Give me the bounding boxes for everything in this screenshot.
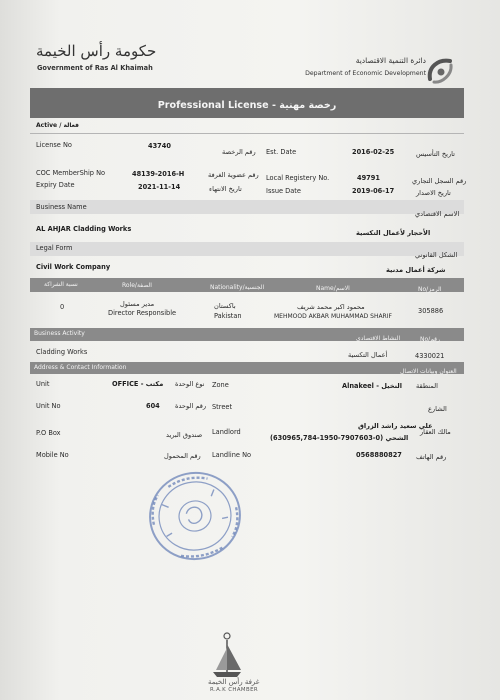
- col-role: Role/الصفة: [122, 282, 152, 289]
- unit-no-label-ar: رقم الوحدة: [175, 402, 207, 410]
- license-no-label-ar: رقم الرخصة: [222, 148, 256, 156]
- col-nationality: Nationality/الجنسية: [210, 284, 265, 291]
- coc-value: 48139-2016-H: [132, 170, 185, 178]
- chamber-name: R.A.K CHAMBER: [210, 687, 259, 693]
- legal-form-label-ar: الشكل القانوني: [415, 251, 458, 259]
- partner-role-ar: مدير مسئول: [120, 300, 155, 308]
- mobile-label-ar: رقم المحمول: [164, 452, 201, 460]
- local-registry-value: 49791: [357, 174, 380, 182]
- license-title-arabic: رخصة مهنية: [279, 100, 337, 111]
- ded-name: Department of Economic Development: [305, 70, 426, 77]
- zone-label: Zone: [212, 381, 229, 389]
- coc-label: COC MemberShip No: [36, 169, 106, 177]
- coc-label-ar: رقم عضوية الغرفة: [208, 171, 259, 179]
- business-name-label-ar: الاسم الاقتصادي: [415, 210, 460, 218]
- zone-value: Alnakeel - النخيل: [342, 382, 403, 390]
- partner-nationality-ar: باكستان: [214, 302, 236, 310]
- est-date-value: 2016-02-25: [352, 148, 395, 156]
- license-no-label: License No: [36, 141, 72, 149]
- activity-value-ar: أعمال التكسية: [348, 351, 388, 359]
- status-label: [36, 122, 79, 129]
- local-registry-label-ar: رقم السجل التجاري: [412, 177, 467, 185]
- unit-label-ar: نوع الوحدة: [175, 380, 205, 388]
- expiry-label-ar: تاريخ الانتهاء: [209, 185, 242, 193]
- business-name-value: AL AHJAR Cladding Works: [36, 225, 132, 233]
- legal-form-value-ar: شركة أعمال مدنية: [386, 266, 446, 274]
- unit-no-label: Unit No: [36, 402, 61, 410]
- partner-nationality: Pakistan: [214, 312, 242, 320]
- local-registry-label: Local Registery No.: [266, 174, 330, 182]
- landlord-label: Landlord: [212, 428, 241, 436]
- po-box-label-ar: صندوق البريد: [166, 431, 203, 439]
- landline-label-ar: رقم الهاتف: [416, 453, 447, 461]
- license-title: [30, 100, 464, 111]
- partner-share: 0: [60, 303, 65, 311]
- activity-code-label: No/رقم: [420, 336, 440, 343]
- activity-value: Cladding Works: [36, 348, 88, 356]
- col-share: نسبة الشراكة: [44, 281, 78, 288]
- est-date-label: Est. Date: [266, 148, 297, 156]
- license-no-value: 43740: [148, 142, 171, 150]
- activity-label: Business Activity: [34, 330, 85, 337]
- landlord-label-ar: مالك العقار: [420, 428, 451, 436]
- issue-date-label: Issue Date: [266, 187, 301, 195]
- partner-role: Director Responsible: [108, 309, 177, 317]
- legal-form-label: Legal Form: [36, 244, 73, 252]
- chamber-name-arabic: غرفة رأس الخيمة: [208, 678, 260, 686]
- street-label-ar: الشارع: [428, 405, 447, 413]
- unit-value: OFFICE - مكتب: [112, 380, 164, 388]
- col-name: Name/الاسم: [316, 285, 350, 292]
- activity-label-ar: النشاط الاقتصادي: [356, 335, 401, 342]
- issue-date-label-ar: تاريخ الاصدار: [416, 189, 451, 197]
- address-band-label: Address & Contact Information: [34, 364, 127, 371]
- address-band-label-ar: العنوان وبيانات الاتصال: [400, 368, 457, 375]
- government-logo-arabic: حكومة رأس الخيمة: [36, 42, 157, 60]
- partner-name-ar: محمود اكبر محمد شريف: [297, 303, 365, 311]
- est-date-label-ar: تاريخ التأسيس: [416, 150, 455, 158]
- activity-code: 4330021: [415, 352, 445, 360]
- expiry-label: Expiry Date: [36, 181, 75, 189]
- legal-form-band: [30, 242, 464, 256]
- government-name: Government of Ras Al Khaimah: [37, 64, 153, 72]
- unit-no-value: 604: [146, 402, 160, 410]
- divider: [30, 133, 464, 134]
- col-no: No/الرمز: [418, 286, 442, 293]
- po-box-label: P.O Box: [36, 429, 61, 437]
- landline-label: Landline No: [212, 451, 252, 459]
- landline-value: 0568880827: [356, 451, 402, 459]
- legal-form-value: Civil Work Company: [36, 263, 111, 271]
- zone-label-ar: المنطقة: [416, 382, 438, 390]
- partner-name: MEHMOOD AKBAR MUHAMMAD SHARIF: [274, 313, 392, 320]
- business-name-label: Business Name: [36, 203, 87, 211]
- issue-date-value: 2019-06-17: [352, 187, 395, 195]
- unit-label: Unit: [36, 380, 50, 388]
- ded-name-arabic: دائرة التنمية الاقتصادية: [355, 56, 426, 65]
- rak-chamber-logo-icon: [207, 632, 247, 678]
- partner-no: 305886: [418, 307, 444, 315]
- mobile-label: Mobile No: [36, 451, 69, 459]
- street-label: Street: [212, 403, 233, 411]
- status-arabic: فعالة: [63, 122, 79, 129]
- business-name-band: [30, 200, 464, 214]
- status-english: Active /: [36, 122, 62, 129]
- business-name-value-ar: الأحجار لأعمال التكسية: [356, 229, 431, 237]
- landlord-value: الشحي (0-7907603-1950-630965,784): [270, 434, 409, 442]
- official-stamp-icon: [145, 468, 245, 564]
- ded-logo-icon: [424, 55, 458, 85]
- license-title-english: Professional License -: [157, 100, 276, 111]
- expiry-value: 2021-11-14: [138, 183, 181, 191]
- landlord-value-ar: علي سعيد راشد الزراق: [358, 422, 433, 430]
